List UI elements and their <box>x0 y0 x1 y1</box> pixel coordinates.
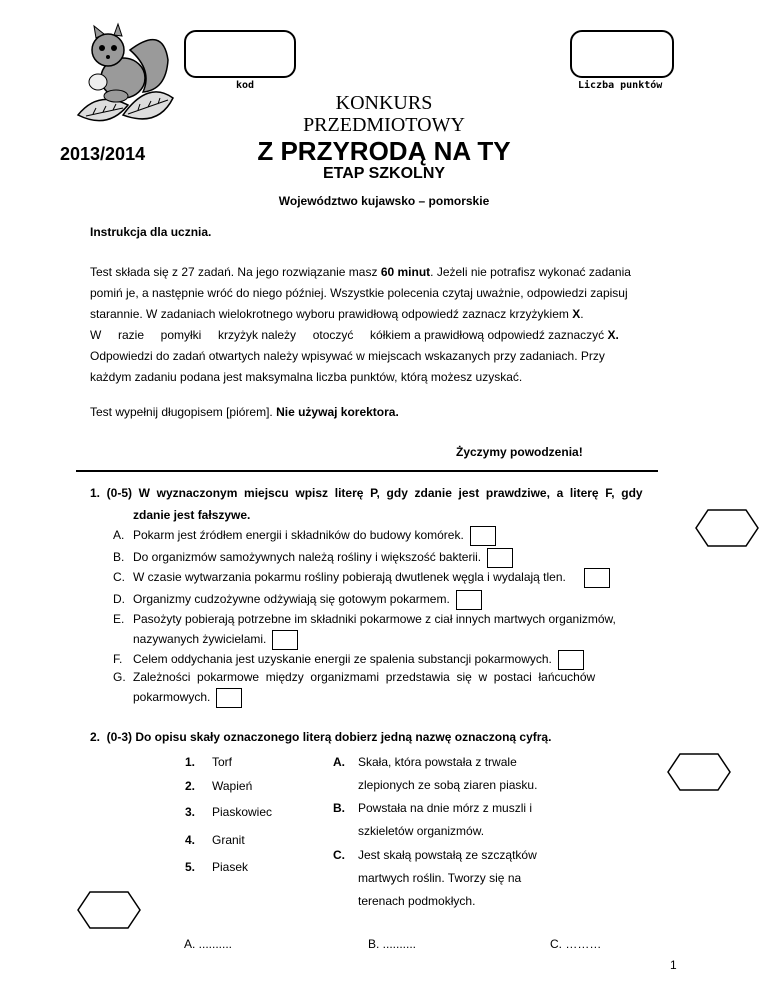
desc-text: Powstała na dnie mórz z muszli i <box>358 801 533 815</box>
instr-line <box>90 262 680 283</box>
stage-label: ETAP SZKOLNY <box>322 165 446 182</box>
pen-text: Test wypełnij długopisem [piórem]. <box>90 405 277 419</box>
bonus-hexagon <box>76 890 142 930</box>
instr-text: . Jeżeli nie potrafisz wykonać zadania <box>430 265 631 279</box>
q1-item-c <box>113 568 610 588</box>
rock-name: Wapień <box>212 779 253 793</box>
answer-b[interactable]: B. .......... <box>368 937 417 951</box>
desc-text: terenach podmokłych. <box>358 894 476 908</box>
rock-name: Granit <box>212 833 245 847</box>
rock-number: 5. <box>185 860 196 874</box>
answer-c[interactable]: C. ……… <box>550 937 602 951</box>
item-letter: E. <box>113 612 125 626</box>
q1-item-f <box>113 650 584 670</box>
instr-line <box>90 325 680 346</box>
desc-letter: A. <box>333 755 345 769</box>
instructions-body <box>90 262 680 388</box>
item-text: Zależności pokarmowe między organizmami przedstawia się w postaci łańcuchów <box>133 670 596 684</box>
rock-number: 3. <box>185 805 196 819</box>
q2-heading: 2. (0-3) Do opisu skały oznaczonego literą dobierz jedną nazwę oznaczoną cyfrą. <box>90 730 552 744</box>
instructions-heading: Instrukcja dla ucznia. <box>90 225 212 239</box>
answer-box[interactable] <box>584 568 610 588</box>
code-box[interactable] <box>184 30 296 78</box>
item-text: Pokarm jest źródłem energii i składników do budowy komórek. <box>133 528 464 543</box>
code-label: kod <box>236 80 255 91</box>
answer-box[interactable] <box>456 590 482 610</box>
divider <box>76 470 658 472</box>
q1-item-g <box>113 670 595 684</box>
answer-box[interactable] <box>216 688 242 708</box>
desc-text: martwych roślin. Tworzy się na <box>358 871 522 885</box>
title-line3: Z PRZYRODĄ NA TY <box>257 136 511 166</box>
instr-bold: X. <box>607 328 619 342</box>
good-luck-message: Życzymy powodzenia! <box>456 445 583 459</box>
desc-letter: C. <box>333 848 345 862</box>
q1-item-g-cont <box>133 688 242 708</box>
desc-letter: B. <box>333 801 345 815</box>
instr-line: Odpowiedzi do zadań otwartych należy wpisywać w miejscach wskazanych przy zadaniach. Przy <box>90 349 605 363</box>
item-letter: A. <box>113 528 125 543</box>
rock-name: Torf <box>212 755 233 769</box>
answer-a[interactable]: A. .......... <box>184 937 233 951</box>
instr-line: każdym zadaniu podana jest maksymalna liczba punktów, którą możesz uzyskać. <box>90 370 523 384</box>
instr-line: pomiń je, a następnie wróć do niego później. Wszystkie polecenia czytaj uważnie, odpowiedzi zapisuj <box>90 286 628 300</box>
answer-box[interactable] <box>470 526 496 546</box>
desc-text: Skała, która powstała z trwale <box>358 755 517 769</box>
answer-box[interactable] <box>558 650 584 670</box>
answer-box[interactable] <box>487 548 513 568</box>
item-text: nazywanych żywicielami. <box>133 632 267 647</box>
desc-text: zlepionych ze sobą ziaren piasku. <box>358 778 538 792</box>
item-letter: G. <box>113 670 126 684</box>
instr-text: starannie. W zadaniach wielokrotnego wyboru prawidłową odpowiedź zaznacz krzyżykiem <box>90 307 573 321</box>
item-text: Pasożyty pobierają potrzebne im składniki pokarmowe z ciał innych martwych organizmów, <box>133 612 616 626</box>
q1-item-b <box>113 548 513 568</box>
page-number: 1 <box>670 958 677 972</box>
item-text: Organizmy cudzożywne odżywiają się gotowym pokarmem. <box>133 592 450 607</box>
rock-number: 4. <box>185 833 196 847</box>
q1-score-hexagon <box>694 508 760 548</box>
school-year: 2013/2014 <box>60 144 146 164</box>
instr-line <box>90 304 680 325</box>
item-letter: D. <box>113 592 125 607</box>
q2-score-hexagon <box>666 752 732 792</box>
desc-text: Jest skałą powstałą ze szczątków <box>358 848 537 862</box>
pen-instruction <box>90 405 399 419</box>
item-letter: B. <box>113 550 125 565</box>
instr-text: Test składa się z 27 zadań. Na jego rozwiązanie masz <box>90 265 381 279</box>
rock-name: Piaskowiec <box>212 805 273 819</box>
instr-text: W razie pomyłki krzyżyk należy otoczyć kółkiem a prawidłową odpowiedź zaznaczyć <box>90 328 608 342</box>
pen-bold: Nie używaj korektora. <box>276 405 399 419</box>
region-label: Województwo kujawsko – pomorskie <box>278 194 490 208</box>
item-text: W czasie wytwarzania pokarmu rośliny pobierają dwutlenek węgla i wydalają tlen. <box>133 570 566 585</box>
points-box[interactable] <box>570 30 674 78</box>
instr-text: . <box>580 307 584 321</box>
rock-number: 1. <box>185 755 196 769</box>
item-text: pokarmowych. <box>133 690 211 705</box>
rock-name: Piasek <box>212 860 249 874</box>
q1-item-d <box>113 590 482 610</box>
item-letter: C. <box>113 570 125 585</box>
item-text: Celem oddychania jest uzyskanie energii ze spalenia substancji pokarmowych. <box>133 652 552 667</box>
q1-heading: 1. (0-5) W wyznaczonym miejscu wpisz literę P, gdy zdanie jest prawdziwe, a literę F, gdy <box>90 486 643 500</box>
item-letter: F. <box>113 652 123 667</box>
desc-text: szkieletów organizmów. <box>358 824 485 838</box>
title-line1: KONKURS <box>335 92 433 114</box>
rock-number: 2. <box>185 779 196 793</box>
item-text: Do organizmów samożywnych należą rośliny i większość bakterii. <box>133 550 482 565</box>
q1-heading-cont: zdanie jest fałszywe. <box>133 508 251 522</box>
q1-item-a <box>113 526 496 546</box>
title-line2: PRZEDMIOTOWY <box>303 114 465 136</box>
q1-item-e <box>113 612 616 626</box>
q1-item-e-cont <box>133 630 298 650</box>
points-label: Liczba punktów <box>578 80 663 91</box>
instr-bold: X <box>572 307 581 321</box>
answer-box[interactable] <box>272 630 298 650</box>
instr-bold: 60 minut <box>380 265 431 279</box>
